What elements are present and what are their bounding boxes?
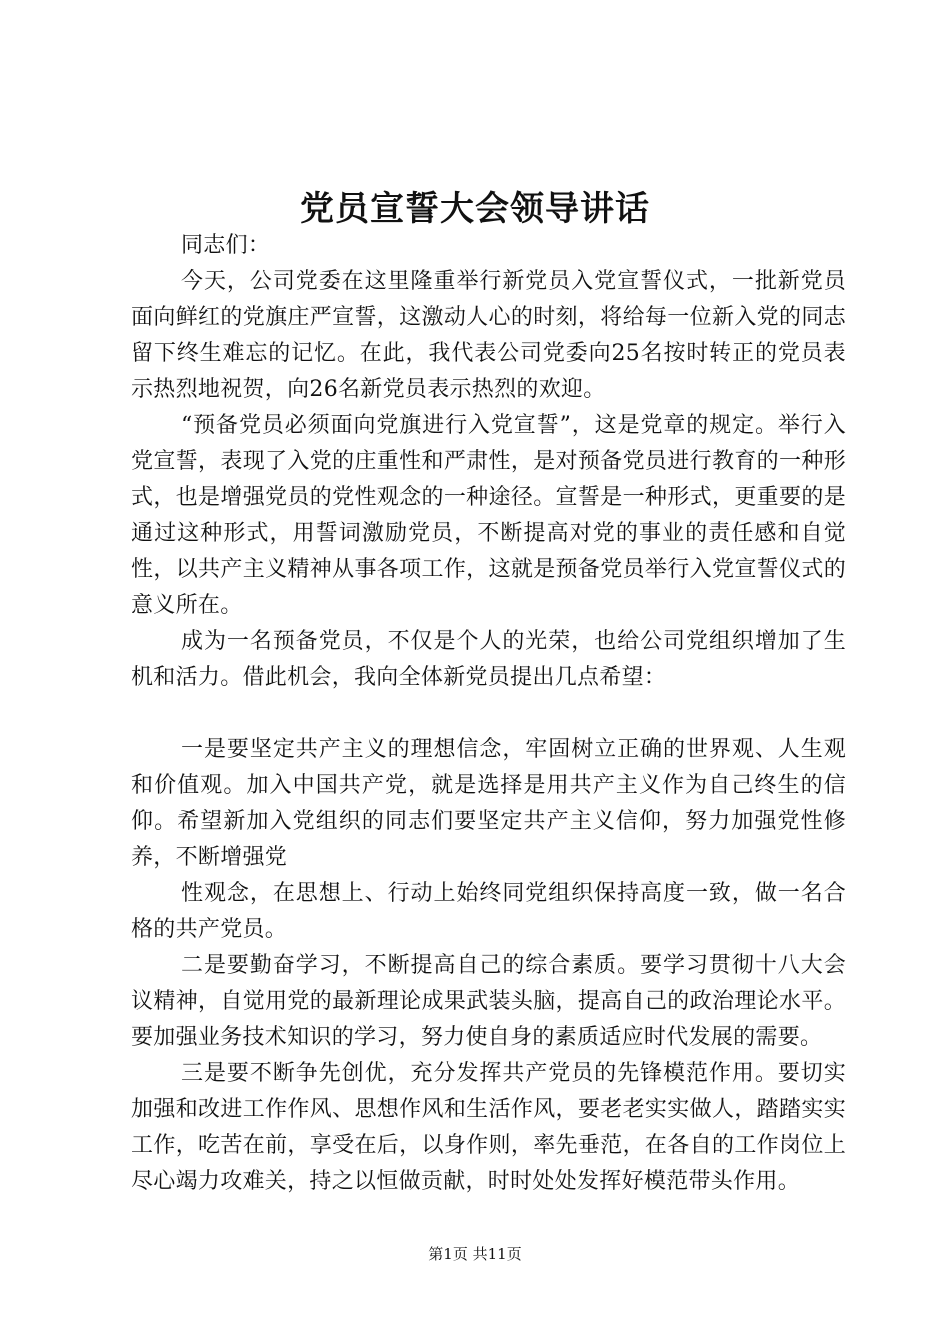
blank-line — [131, 696, 846, 732]
document-title: 党员宣誓大会领导讲话 — [300, 189, 650, 229]
document-body — [131, 228, 846, 1200]
paragraph: “预备党员必须面向党旗进行入党宣誓”，这是党章的规定。举行入党宣誓，表现了入党的庄重性和严肃性，是对预备党员进行教育的一种形式，也是增强党员的党性观念的一种途径。宣誓是一种形式，更重要的是通过这种形式，用誓词激励党员，不断提高对党的事业的责任感和自觉性，以共产主义精神从事各项工作，这就是预备党员举行入党宣誓仪式的意义所在。 — [131, 413, 846, 618]
paragraph: 今天，公司党委在这里隆重举行新党员入党宣誓仪式，一批新党员面向鲜红的党旗庄严宣誓，这激动人心的时刻，将给每一位新入党的同志留下终生难忘的记忆。在此，我代表公司党委向25名按时转正的党员表示热烈地祝贺，向26名新党员表示热烈的欢迎。 — [131, 269, 846, 402]
paragraph: 成为一名预备党员，不仅是个人的光荣，也给公司党组织增加了生机和活力。借此机会，我向全体新党员提出几点希望： — [131, 629, 846, 690]
paragraph: 一是要坚定共产主义的理想信念，牢固树立正确的世界观、人生观和价值观。加入中国共产党，就是选择是用共产主义作为自己终生的信仰。希望新加入党组织的同志们要坚定共产主义信仰，努力加强党性修养，不断增强党 — [131, 737, 846, 870]
paragraph: 三是要不断争先创优，充分发挥共产党员的先锋模范作用。要切实加强和改进工作作风、思想作风和生活作风，要老老实实做人，踏踏实实工作，吃苦在前，享受在后，以身作则，率先垂范，在各自的工作岗位上尽心竭力攻难关，持之以恒做贡献，时时处处发挥好模范带头作用。 — [131, 1061, 846, 1194]
page-number-footer: 第1页 共11页 — [428, 1245, 522, 1263]
paragraph: 性观念，在思想上、行动上始终同党组织保持高度一致，做一名合格的共产党员。 — [131, 881, 846, 942]
paragraph: 二是要勤奋学习，不断提高自己的综合素质。要学习贯彻十八大会议精神，自觉用党的最新理论成果武装头脑，提高自己的政治理论水平。要加强业务技术知识的学习，努力使自身的素质适应时代发展的需要。 — [131, 953, 846, 1050]
salutation: 同志们： — [181, 233, 271, 258]
